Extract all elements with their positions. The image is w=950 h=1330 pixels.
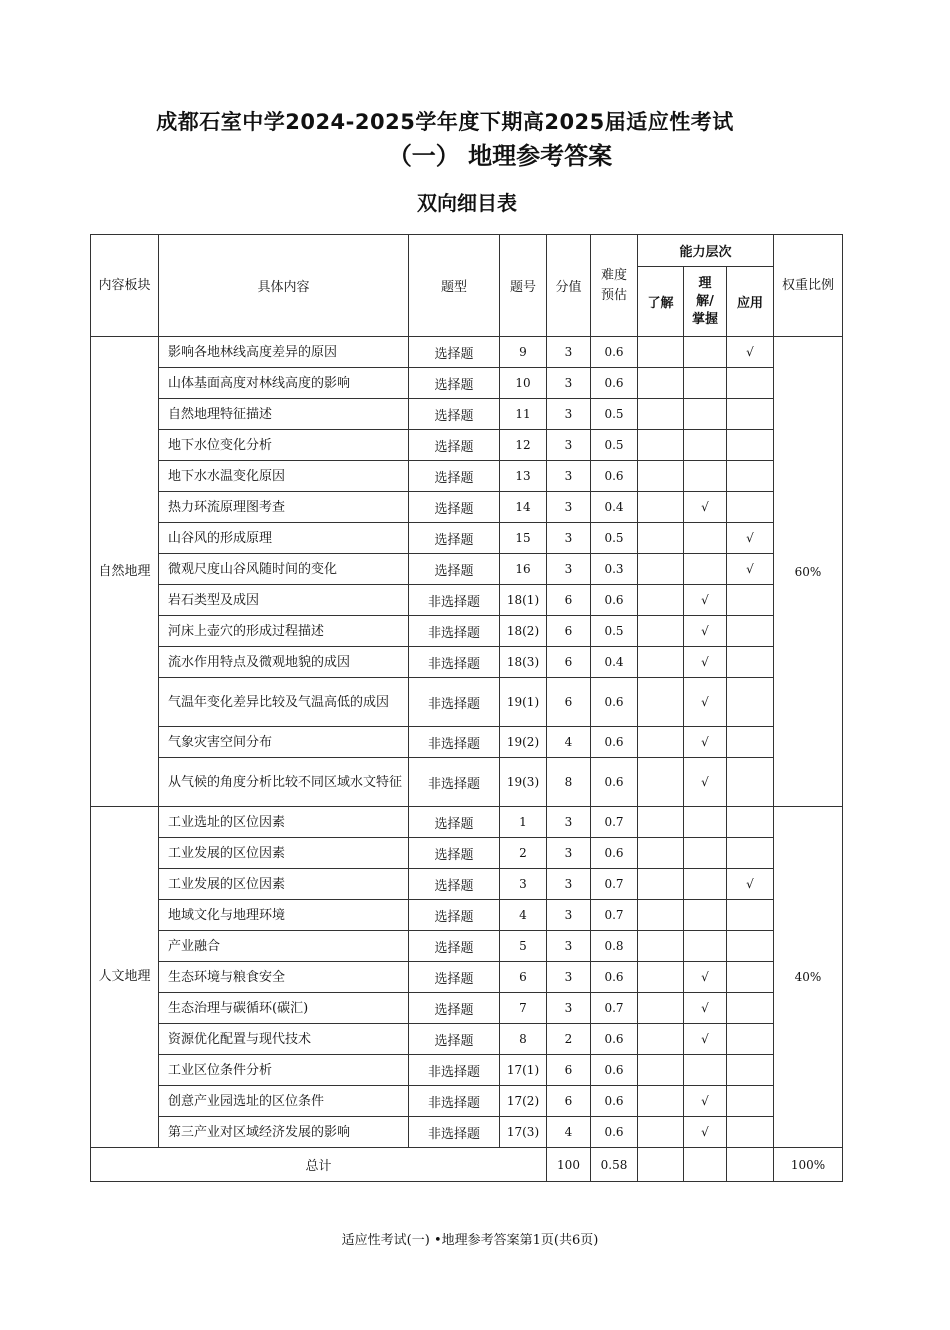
understand-cell: √: [684, 492, 727, 523]
know-cell: [638, 337, 684, 368]
type-cell: 选择题: [409, 869, 500, 900]
understand-cell: [684, 554, 727, 585]
content-cell: 热力环流原理图考查: [159, 492, 409, 523]
content-cell: 影响各地林线高度差异的原因: [159, 337, 409, 368]
table-row: [91, 368, 843, 399]
know-cell: [638, 554, 684, 585]
score-cell: 3: [547, 337, 591, 368]
table-title: 双向细目表: [417, 191, 517, 215]
table-row: [91, 838, 843, 869]
know-cell: [638, 616, 684, 647]
header-type: 题型: [409, 235, 500, 337]
difficulty-cell: 0.7: [591, 807, 638, 838]
type-cell: 选择题: [409, 523, 500, 554]
type-cell: 非选择题: [409, 678, 500, 727]
content-cell: 工业发展的区位因素: [159, 869, 409, 900]
apply-cell: [727, 399, 774, 430]
apply-cell: [727, 430, 774, 461]
apply-cell: [727, 492, 774, 523]
score-cell: 3: [547, 523, 591, 554]
score-cell: 3: [547, 368, 591, 399]
type-cell: 非选择题: [409, 1117, 500, 1148]
section-weight: 60%: [774, 337, 843, 807]
number-cell: 2: [500, 838, 547, 869]
content-cell: 资源优化配置与现代技术: [159, 1024, 409, 1055]
know-cell: [638, 727, 684, 758]
know-cell: [638, 869, 684, 900]
number-cell: 17(3): [500, 1117, 547, 1148]
score-cell: 6: [547, 585, 591, 616]
number-cell: 18(2): [500, 616, 547, 647]
table-row: [91, 430, 843, 461]
table-row: [91, 993, 843, 1024]
understand-cell: √: [684, 1086, 727, 1117]
type-cell: 非选择题: [409, 758, 500, 807]
understand-cell: √: [684, 962, 727, 993]
type-cell: 选择题: [409, 337, 500, 368]
content-cell: 微观尺度山谷风随时间的变化: [159, 554, 409, 585]
header-apply: 应用: [727, 267, 774, 337]
apply-cell: [727, 647, 774, 678]
table-row: [91, 727, 843, 758]
know-cell: [638, 931, 684, 962]
type-cell: 选择题: [409, 461, 500, 492]
content-cell: 山体基面高度对林线高度的影响: [159, 368, 409, 399]
difficulty-cell: 0.6: [591, 585, 638, 616]
content-cell: 创意产业园选址的区位条件: [159, 1086, 409, 1117]
number-cell: 16: [500, 554, 547, 585]
apply-cell: √: [727, 554, 774, 585]
know-cell: [638, 758, 684, 807]
apply-cell: [727, 1055, 774, 1086]
type-cell: 选择题: [409, 399, 500, 430]
number-cell: 6: [500, 962, 547, 993]
apply-cell: [727, 838, 774, 869]
apply-cell: [727, 1086, 774, 1117]
understand-cell: [684, 838, 727, 869]
know-cell: [638, 368, 684, 399]
apply-cell: [727, 962, 774, 993]
type-cell: 选择题: [409, 962, 500, 993]
understand-cell: [684, 869, 727, 900]
know-cell: [638, 807, 684, 838]
content-cell: 山谷风的形成原理: [159, 523, 409, 554]
number-cell: 11: [500, 399, 547, 430]
total-weight: 100%: [774, 1148, 843, 1182]
type-cell: 非选择题: [409, 585, 500, 616]
difficulty-cell: 0.7: [591, 869, 638, 900]
score-cell: 8: [547, 758, 591, 807]
difficulty-cell: 0.4: [591, 647, 638, 678]
score-cell: 6: [547, 678, 591, 727]
content-cell: 气象灾害空间分布: [159, 727, 409, 758]
content-cell: 自然地理特征描述: [159, 399, 409, 430]
type-cell: 选择题: [409, 838, 500, 869]
content-cell: 气温年变化差异比较及气温高低的成因: [159, 678, 409, 727]
header-weight: 权重比例: [774, 235, 843, 337]
know-cell: [638, 430, 684, 461]
number-cell: 8: [500, 1024, 547, 1055]
difficulty-cell: 0.3: [591, 554, 638, 585]
number-cell: 10: [500, 368, 547, 399]
type-cell: 选择题: [409, 1024, 500, 1055]
table-row: [91, 399, 843, 430]
understand-cell: √: [684, 1024, 727, 1055]
understand-cell: √: [684, 616, 727, 647]
difficulty-cell: 0.6: [591, 1055, 638, 1086]
understand-cell: [684, 368, 727, 399]
know-cell: [638, 838, 684, 869]
difficulty-cell: 0.6: [591, 838, 638, 869]
header-section: 内容板块: [91, 235, 159, 337]
doc-title-line1: 成都石室中学2024-2025学年度下期高2025届适应性考试: [156, 110, 734, 134]
know-cell: [638, 399, 684, 430]
content-cell: 第三产业对区域经济发展的影响: [159, 1117, 409, 1148]
total-understand: [684, 1148, 727, 1182]
understand-cell: √: [684, 758, 727, 807]
apply-cell: [727, 993, 774, 1024]
content-cell: 从气候的角度分析比较不同区域水文特征: [159, 758, 409, 807]
type-cell: 非选择题: [409, 1086, 500, 1117]
type-cell: 选择题: [409, 993, 500, 1024]
number-cell: 17(1): [500, 1055, 547, 1086]
number-cell: 12: [500, 430, 547, 461]
apply-cell: √: [727, 869, 774, 900]
know-cell: [638, 962, 684, 993]
know-cell: [638, 523, 684, 554]
understand-cell: [684, 523, 727, 554]
content-cell: 产业融合: [159, 931, 409, 962]
understand-cell: [684, 931, 727, 962]
know-cell: [638, 1086, 684, 1117]
score-cell: 2: [547, 1024, 591, 1055]
header-number: 题号: [500, 235, 547, 337]
table-row: [91, 1055, 843, 1086]
number-cell: 18(1): [500, 585, 547, 616]
know-cell: [638, 1117, 684, 1148]
content-cell: 工业区位条件分析: [159, 1055, 409, 1086]
score-cell: 6: [547, 616, 591, 647]
difficulty-cell: 0.6: [591, 461, 638, 492]
know-cell: [638, 1055, 684, 1086]
total-label: 总计: [91, 1148, 547, 1182]
understand-cell: √: [684, 647, 727, 678]
score-cell: 6: [547, 647, 591, 678]
table-row: [91, 758, 843, 807]
type-cell: 非选择题: [409, 727, 500, 758]
type-cell: 非选择题: [409, 616, 500, 647]
difficulty-cell: 0.6: [591, 1117, 638, 1148]
table-row: [91, 554, 843, 585]
content-cell: 工业发展的区位因素: [159, 838, 409, 869]
number-cell: 17(2): [500, 1086, 547, 1117]
score-cell: 6: [547, 1055, 591, 1086]
know-cell: [638, 678, 684, 727]
number-cell: 18(3): [500, 647, 547, 678]
table-row: [91, 900, 843, 931]
difficulty-cell: 0.5: [591, 523, 638, 554]
apply-cell: [727, 727, 774, 758]
content-cell: 河床上壶穴的形成过程描述: [159, 616, 409, 647]
know-cell: [638, 492, 684, 523]
header-know: 了解: [638, 267, 684, 337]
section-name: 自然地理: [91, 337, 159, 807]
doc-title-line2: （一） 地理参考答案: [387, 142, 613, 170]
difficulty-cell: 0.7: [591, 993, 638, 1024]
table-row: [91, 807, 843, 838]
difficulty-cell: 0.6: [591, 758, 638, 807]
number-cell: 13: [500, 461, 547, 492]
score-cell: 6: [547, 1086, 591, 1117]
content-cell: 岩石类型及成因: [159, 585, 409, 616]
content-cell: 地下水水温变化原因: [159, 461, 409, 492]
apply-cell: [727, 931, 774, 962]
apply-cell: [727, 616, 774, 647]
score-cell: 3: [547, 900, 591, 931]
score-cell: 3: [547, 430, 591, 461]
score-cell: 3: [547, 399, 591, 430]
total-difficulty: 0.58: [591, 1148, 638, 1182]
difficulty-cell: 0.5: [591, 430, 638, 461]
number-cell: 7: [500, 993, 547, 1024]
specification-table: [90, 234, 843, 1182]
understand-cell: [684, 1055, 727, 1086]
score-cell: 4: [547, 1117, 591, 1148]
apply-cell: [727, 461, 774, 492]
type-cell: 选择题: [409, 554, 500, 585]
header-content: 具体内容: [159, 235, 409, 337]
apply-cell: [727, 1024, 774, 1055]
know-cell: [638, 993, 684, 1024]
difficulty-cell: 0.6: [591, 727, 638, 758]
type-cell: 选择题: [409, 807, 500, 838]
type-cell: 非选择题: [409, 1055, 500, 1086]
score-cell: 3: [547, 869, 591, 900]
score-cell: 3: [547, 492, 591, 523]
section-weight: 40%: [774, 807, 843, 1148]
score-cell: 4: [547, 727, 591, 758]
understand-cell: [684, 399, 727, 430]
apply-cell: [727, 1117, 774, 1148]
score-cell: 3: [547, 993, 591, 1024]
table-row: [91, 931, 843, 962]
difficulty-cell: 0.6: [591, 1024, 638, 1055]
difficulty-cell: 0.4: [591, 492, 638, 523]
number-cell: 9: [500, 337, 547, 368]
header-ability: 能力层次: [638, 235, 774, 267]
apply-cell: [727, 807, 774, 838]
score-cell: 3: [547, 554, 591, 585]
type-cell: 选择题: [409, 492, 500, 523]
type-cell: 选择题: [409, 931, 500, 962]
score-cell: 3: [547, 461, 591, 492]
score-cell: 3: [547, 838, 591, 869]
table-row: [91, 1117, 843, 1148]
table-row: [91, 585, 843, 616]
type-cell: 非选择题: [409, 647, 500, 678]
difficulty-cell: 0.6: [591, 962, 638, 993]
score-cell: 3: [547, 931, 591, 962]
understand-cell: [684, 900, 727, 931]
difficulty-cell: 0.8: [591, 931, 638, 962]
difficulty-cell: 0.7: [591, 900, 638, 931]
total-apply: [727, 1148, 774, 1182]
content-cell: 工业选址的区位因素: [159, 807, 409, 838]
apply-cell: [727, 368, 774, 399]
total-score: 100: [547, 1148, 591, 1182]
apply-cell: √: [727, 523, 774, 554]
apply-cell: √: [727, 337, 774, 368]
table-row: [91, 962, 843, 993]
table-row: [91, 616, 843, 647]
difficulty-cell: 0.6: [591, 678, 638, 727]
understand-cell: √: [684, 1117, 727, 1148]
header-understand: 理解/掌握: [684, 267, 727, 337]
understand-cell: √: [684, 993, 727, 1024]
difficulty-cell: 0.6: [591, 1086, 638, 1117]
difficulty-cell: 0.6: [591, 337, 638, 368]
understand-cell: √: [684, 727, 727, 758]
content-cell: 生态环境与粮食安全: [159, 962, 409, 993]
table-row: [91, 1086, 843, 1117]
difficulty-cell: 0.6: [591, 368, 638, 399]
number-cell: 15: [500, 523, 547, 554]
content-cell: 地下水位变化分析: [159, 430, 409, 461]
know-cell: [638, 585, 684, 616]
know-cell: [638, 647, 684, 678]
understand-cell: √: [684, 678, 727, 727]
type-cell: 选择题: [409, 368, 500, 399]
table-row: [91, 647, 843, 678]
content-cell: 生态治理与碳循环(碳汇): [159, 993, 409, 1024]
apply-cell: [727, 678, 774, 727]
page-footer: 适应性考试(一) •地理参考答案第1页(共6页): [341, 1233, 599, 1248]
table-row: [91, 461, 843, 492]
header-score: 分值: [547, 235, 591, 337]
apply-cell: [727, 900, 774, 931]
understand-cell: [684, 337, 727, 368]
number-cell: 3: [500, 869, 547, 900]
header-difficulty: 难度预估: [591, 235, 638, 337]
content-cell: 流水作用特点及微观地貌的成因: [159, 647, 409, 678]
table-row: [91, 523, 843, 554]
table-row: [91, 678, 843, 727]
table-row: [91, 869, 843, 900]
table-row: [91, 337, 843, 368]
score-cell: 3: [547, 962, 591, 993]
number-cell: 14: [500, 492, 547, 523]
know-cell: [638, 1024, 684, 1055]
content-cell: 地域文化与地理环境: [159, 900, 409, 931]
difficulty-cell: 0.5: [591, 616, 638, 647]
understand-cell: √: [684, 585, 727, 616]
number-cell: 19(1): [500, 678, 547, 727]
table-row: [91, 1024, 843, 1055]
number-cell: 1: [500, 807, 547, 838]
difficulty-cell: 0.5: [591, 399, 638, 430]
know-cell: [638, 461, 684, 492]
apply-cell: [727, 585, 774, 616]
type-cell: 选择题: [409, 430, 500, 461]
know-cell: [638, 900, 684, 931]
section-name: 人文地理: [91, 807, 159, 1148]
number-cell: 4: [500, 900, 547, 931]
table-row: [91, 492, 843, 523]
number-cell: 19(3): [500, 758, 547, 807]
apply-cell: [727, 758, 774, 807]
understand-cell: [684, 807, 727, 838]
score-cell: 3: [547, 807, 591, 838]
understand-cell: [684, 430, 727, 461]
total-know: [638, 1148, 684, 1182]
number-cell: 5: [500, 931, 547, 962]
number-cell: 19(2): [500, 727, 547, 758]
understand-cell: [684, 461, 727, 492]
type-cell: 选择题: [409, 900, 500, 931]
